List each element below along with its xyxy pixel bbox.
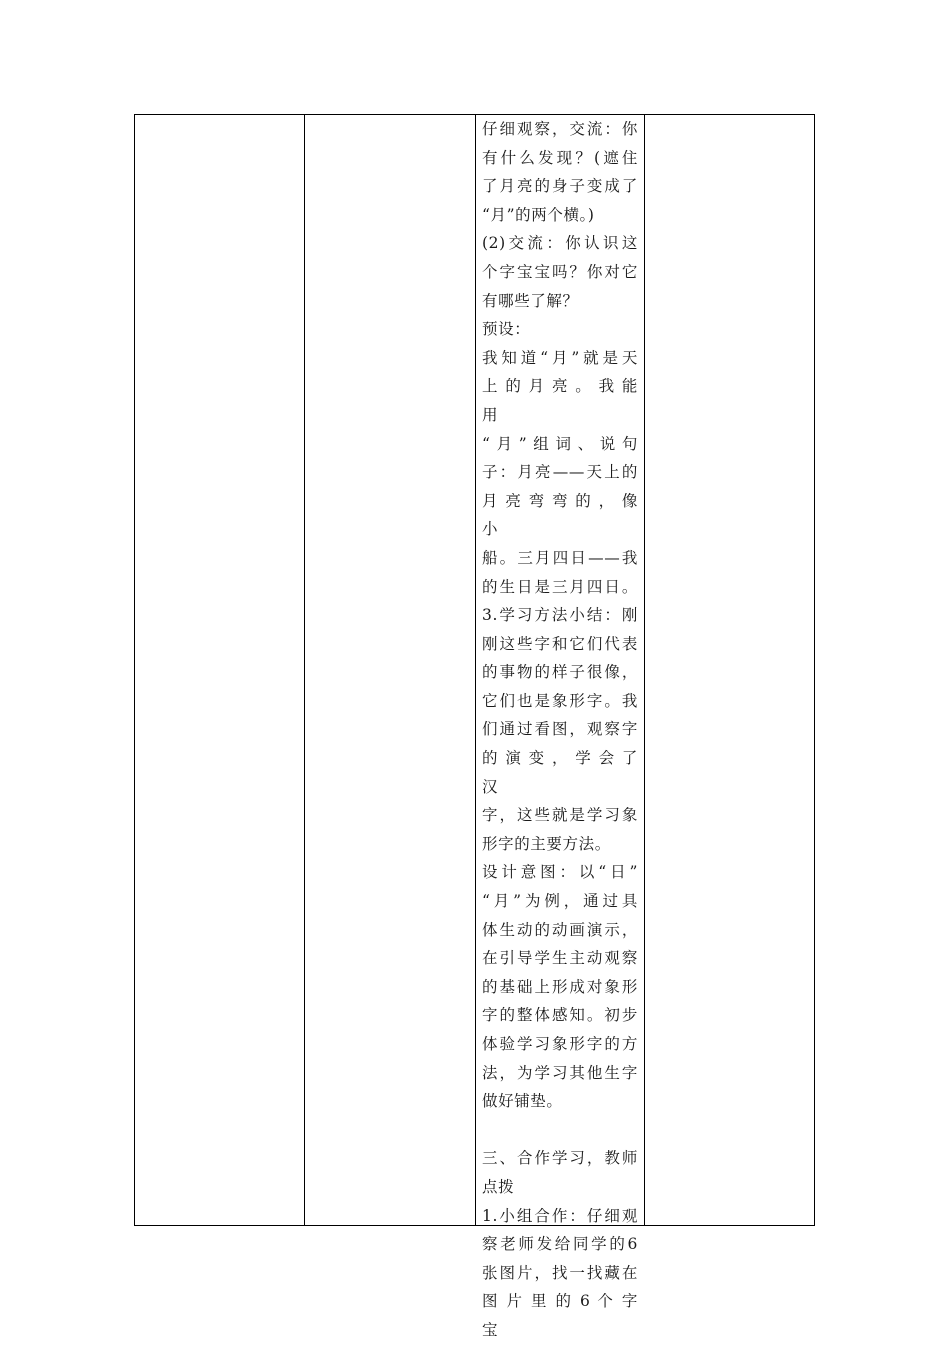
lesson-plan-table xyxy=(134,114,815,1339)
text-line: “月”组词、说句 xyxy=(482,434,638,453)
text-line: 体验学习象形字的方 xyxy=(482,1035,638,1053)
text-line: 做好铺垫。 xyxy=(482,1092,563,1111)
text-line: 有什么发现？(遮住 xyxy=(482,148,638,167)
text-line: 图 片 里 的 6 个 字 宝 xyxy=(482,1292,644,1339)
text-line: 张图片，找一找藏在 xyxy=(482,1263,638,1282)
text-line: 有哪些了解？ xyxy=(482,291,579,310)
text-line: 的 演 变 ， 学 会 了 汉 xyxy=(482,749,644,796)
blank-line xyxy=(482,1116,638,1145)
text-line: 的事物的样子很像， xyxy=(482,663,638,682)
text-line: 刚这些字和它们代表 xyxy=(482,634,638,653)
text-line: 的基础上形成对象形 xyxy=(482,977,638,996)
text-line: 3.学习方法小结：刚 xyxy=(482,606,638,625)
text-line: “月”的两个横。) xyxy=(482,205,595,224)
text-line: 字的整体感知。初步 xyxy=(482,1006,638,1025)
teaching-process-cell xyxy=(482,115,644,1345)
text-line: 仔细观察，交流：你 xyxy=(482,120,638,138)
text-line: 船。三月四日——我 xyxy=(482,548,638,567)
text-line: 它们也是象形字。我 xyxy=(482,691,638,710)
column-divider-3 xyxy=(644,115,645,1225)
text-line: 法，为学习其他生字 xyxy=(482,1063,638,1082)
text-line: 我知道“月”就是天 xyxy=(482,348,638,367)
text-line: 1.小组合作：仔细观 xyxy=(482,1206,638,1225)
text-line: “月”为例，通过具 xyxy=(482,892,638,911)
column-divider-2 xyxy=(475,115,476,1225)
text-line: 在引导学生主动观察 xyxy=(482,949,638,968)
text-line: 上 的 月 亮 。 我 能 用 xyxy=(482,377,644,424)
text-line: 个字宝宝吗？你对它 xyxy=(482,262,638,281)
text-line: 们通过看图，观察字 xyxy=(482,720,638,739)
text-line: (2)交流：你认识这 xyxy=(482,234,638,253)
text-line: 察老师发给同学的6 xyxy=(482,1235,638,1254)
text-line: 形字的主要方法。 xyxy=(482,834,611,853)
text-line: 了月亮的身子变成了 xyxy=(482,177,638,196)
text-line: 月 亮 弯 弯 的 ， 像 小 xyxy=(482,491,644,539)
column-divider-1 xyxy=(304,115,305,1225)
text-line: 设计意图：以“日” xyxy=(482,863,638,882)
text-line: 的生日是三月四日。 xyxy=(482,577,638,596)
text-line: 预设： xyxy=(482,320,531,339)
text-line: 字，这些就是学习象 xyxy=(482,806,638,825)
text-line: 点拨 xyxy=(482,1177,515,1196)
text-line: 体生动的动画演示， xyxy=(482,920,638,939)
text-line: 子：月亮——天上的 xyxy=(482,463,638,482)
text-line: 三、合作学习，教师 xyxy=(482,1149,638,1168)
